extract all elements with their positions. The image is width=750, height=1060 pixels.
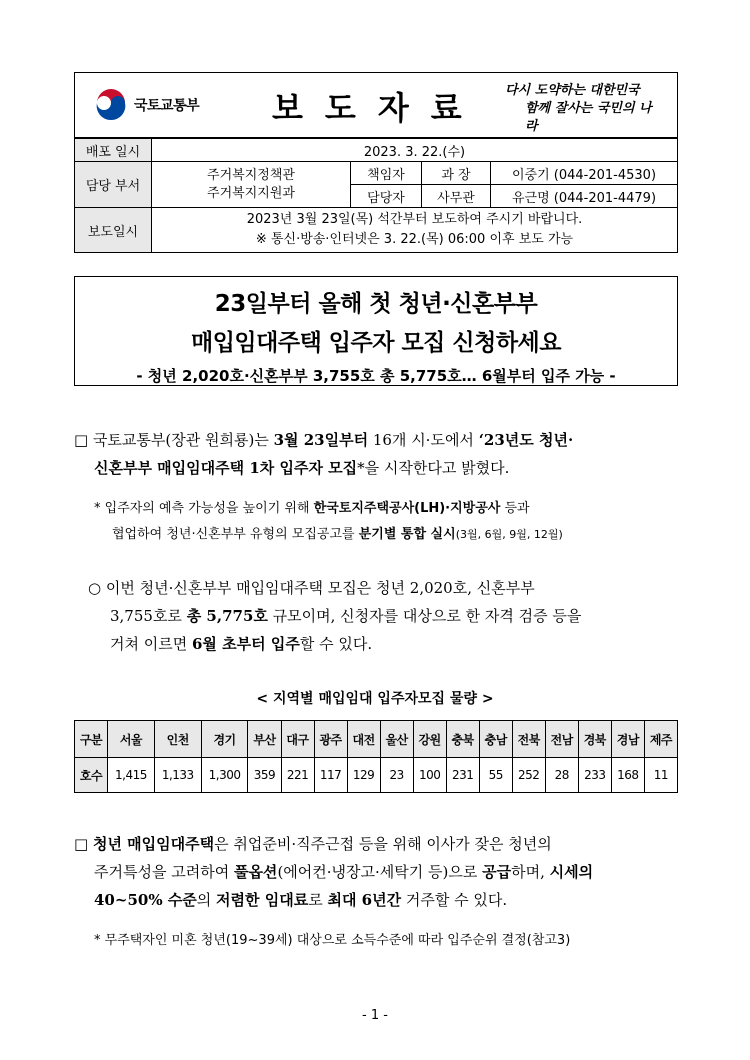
ministry-name: 국토교통부 [134, 98, 200, 114]
release-line2: ※ 통신·방송·인터넷은 3. 22.(목) 06:00 이후 보도 가능 [255, 232, 574, 247]
region-value-cell: 1,415 [108, 758, 155, 793]
region-value-cell: 28 [545, 758, 578, 793]
paragraph-2 [88, 574, 698, 658]
region-value-cell: 55 [479, 758, 512, 793]
resp-label: 책임자 [351, 162, 422, 185]
p1-text: □ 국토교통부(장관 원희룡)는 [74, 431, 274, 449]
region-value-cell: 359 [248, 758, 281, 793]
region-value-cell: 168 [611, 758, 644, 793]
p2-text: 규모이며, 신청자를 대상으로 한 자격 검증 등을 [267, 607, 582, 625]
resp-name: 이중기 (044-201-4530) [491, 162, 678, 185]
p2-text: 3,755호로 [110, 607, 187, 625]
p1-text: *을 시작한다고 밝혔다. [357, 459, 510, 477]
paragraph-1 [74, 426, 694, 482]
p3-text: □ [74, 835, 93, 853]
headline-box [74, 276, 678, 386]
staff-title: 사무관 [422, 185, 491, 208]
region-header-cell: 대전 [347, 721, 380, 758]
footnote-2: * 무주택자인 미혼 청년(19~39세) 대상으로 소득수준에 따라 입주순위 결정(참고3) [94, 933, 571, 948]
resp-title: 과 장 [422, 162, 491, 185]
headline-line1: 23일부터 올해 첫 청년·신혼부부 [214, 291, 538, 317]
n1-months: (3월, 6월, 9월, 12월) [455, 528, 563, 541]
p3-text: 하며, [511, 863, 550, 881]
region-value-cell: 117 [314, 758, 347, 793]
p1-bold-title: ‘23년도 청년· [478, 431, 574, 449]
n1-text: 등과 [500, 501, 530, 516]
p3-text: 은 취업준비·직주근접 등을 위해 이사가 잦은 청년의 [214, 835, 552, 853]
region-header-cell: 제주 [644, 721, 677, 758]
region-value-cell: 100 [413, 758, 446, 793]
n1-text: * 입주자의 예측 가능성을 높이기 위해 [94, 501, 314, 516]
region-header-label: 구분 [75, 721, 108, 758]
staff-name: 유근명 (044-201-4479) [491, 185, 678, 208]
region-header-cell: 경남 [611, 721, 644, 758]
slogan [505, 82, 655, 136]
p3-bold: 풀옵션 [233, 863, 278, 881]
p2-text: ○ 이번 청년·신혼부부 매입임대주택 모집은 청년 2,020호, 신혼부부 [88, 579, 535, 597]
release-line1: 2023년 3월 23일(목) 석간부터 보도하여 주시기 바랍니다. [246, 212, 583, 227]
footnote-1 [94, 496, 694, 548]
p2-text: 거쳐 이르면 [110, 635, 192, 653]
dept-label: 담당 부서 [75, 162, 152, 208]
region-value-cell: 221 [281, 758, 314, 793]
region-header-cell: 경기 [201, 721, 248, 758]
press-release-title: 보도자료 [272, 89, 484, 127]
release-info-table [74, 138, 678, 253]
region-value-cell: 11 [644, 758, 677, 793]
p3-bold: 시세의 [549, 863, 594, 881]
region-header-cell: 충남 [479, 721, 512, 758]
region-value-cell: 252 [512, 758, 545, 793]
region-header-cell: 대구 [281, 721, 314, 758]
region-value-cell: 231 [446, 758, 479, 793]
staff-label: 담당자 [351, 185, 422, 208]
dept-name-2: 주거복지지원과 [207, 185, 295, 201]
region-value-cell: 129 [347, 758, 380, 793]
p3-text: 로 [308, 891, 328, 909]
release-label: 보도일시 [75, 208, 152, 253]
region-header-cell: 전북 [512, 721, 545, 758]
region-value-cell: 1,300 [201, 758, 248, 793]
p2-bold: 6월 초부터 입주 [192, 635, 300, 653]
region-header-cell: 경북 [578, 721, 611, 758]
headline-subtitle: - 청년 2,020호·신혼부부 3,755호 총 5,775호… 6월부터 입주 가능 - [136, 367, 616, 385]
p3-bold: 저렴한 임대료 [216, 891, 309, 909]
taegeuk-logo-icon [94, 89, 128, 123]
paragraph-3 [74, 830, 694, 914]
region-value-cell: 23 [380, 758, 413, 793]
p3-bold: 최대 6년간 [327, 891, 402, 909]
n1-bold: 분기별 통합 실시 [358, 527, 456, 542]
distribution-date: 2023. 3. 22.(수) [152, 139, 678, 162]
p2-bold: 총 5,775호 [186, 607, 268, 625]
p3-bold: 청년 매입임대주택 [92, 835, 215, 853]
region-header-cell: 서울 [108, 721, 155, 758]
region-header-cell: 전남 [545, 721, 578, 758]
slogan-line1: 다시 도약하는 대한민국 [505, 83, 640, 98]
region-header-cell: 충북 [446, 721, 479, 758]
region-header-cell: 부산 [248, 721, 281, 758]
p1-text: 16개 시·도에서 [368, 431, 479, 449]
region-header-cell: 강원 [413, 721, 446, 758]
slogan-line2: 함께 잘사는 국민의 나라 [525, 101, 652, 134]
n1-bold: 한국토지주택공사(LH)·지방공사 [313, 501, 501, 516]
region-header-cell: 울산 [380, 721, 413, 758]
p3-bold: 40~50% 수준 [94, 891, 197, 909]
release-cell [152, 208, 678, 253]
p2-text: 할 수 있다. [299, 635, 373, 653]
page-number: - 1 - [362, 1008, 388, 1023]
n1-text: 협업하여 청년·신혼부부 유형의 모집공고를 [112, 527, 359, 542]
p3-text: (에어컨·냉장고·세탁기 등)으로 [277, 863, 483, 881]
region-header-cell: 광주 [314, 721, 347, 758]
p1-bold-title: 신혼부부 매입임대주택 1차 입주자 모집 [94, 459, 358, 477]
region-row-label: 호수 [75, 758, 108, 793]
p3-text: 거주할 수 있다. [401, 891, 508, 909]
p3-text: 주거특성을 고려하여 [94, 863, 234, 881]
dept-cell [152, 162, 351, 208]
region-header-cell: 인천 [154, 721, 201, 758]
region-table [74, 720, 678, 793]
distribution-label: 배포 일시 [75, 139, 152, 162]
region-table-title: < 지역별 매입임대 입주자모집 물량 > [256, 691, 494, 707]
p1-bold-date: 3월 23일부터 [273, 431, 369, 449]
p3-bold: 공급 [482, 863, 512, 881]
region-value-cell: 233 [578, 758, 611, 793]
dept-name-1: 주거복지정책관 [207, 167, 295, 183]
p3-text: 의 [196, 891, 217, 909]
region-value-cell: 1,133 [154, 758, 201, 793]
headline-line2: 매입임대주택 입주자 모집 신청하세요 [190, 330, 561, 356]
